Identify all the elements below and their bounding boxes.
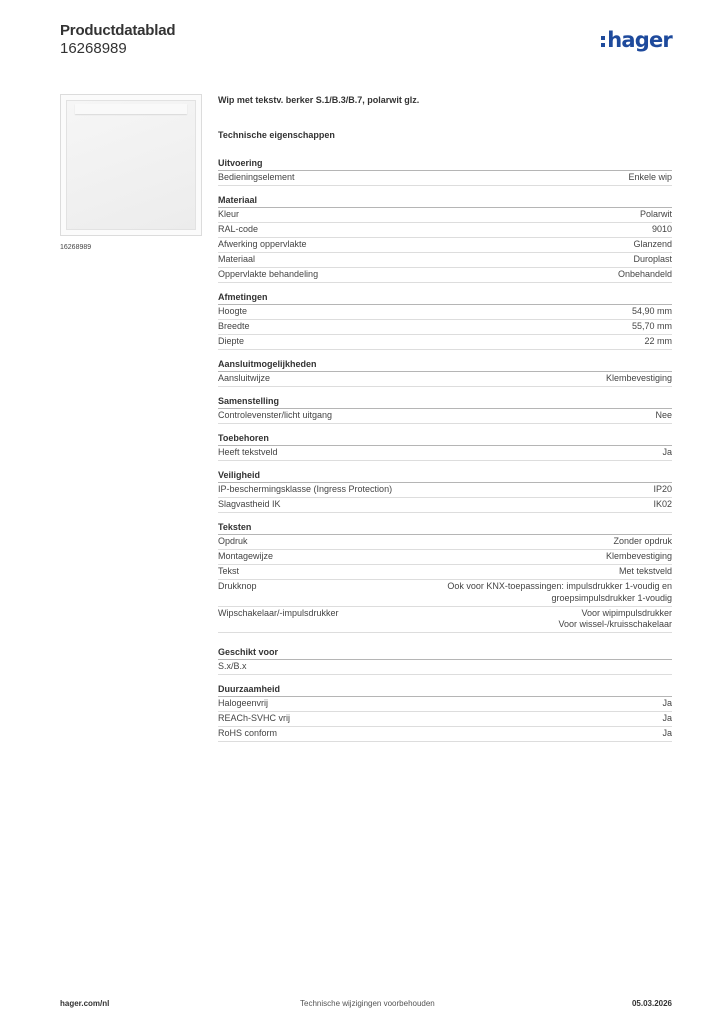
spec-value-line: Voor wipimpulsdrukker <box>581 607 672 618</box>
spec-row <box>218 446 672 461</box>
section-title: Samenstelling <box>218 396 672 409</box>
spec-value-line: Nee <box>655 410 672 420</box>
spec-value-line: IK02 <box>653 499 672 509</box>
section-title: Afmetingen <box>218 292 672 305</box>
spec-label: Afwerking oppervlakte <box>218 239 307 249</box>
spec-row <box>218 535 672 550</box>
section-title: Uitvoering <box>218 158 672 171</box>
spec-value-line: Polarwit <box>639 209 672 219</box>
spec-section <box>218 470 672 513</box>
spec-row <box>218 483 672 498</box>
spec-row <box>218 727 672 742</box>
spec-value-line: Zonder opdruk <box>613 536 672 546</box>
spec-value-line: 22 mm <box>644 336 672 346</box>
spec-label: Wipschakelaar/-impulsdrukker <box>218 607 339 618</box>
spec-label: Aansluitwijze <box>218 373 271 383</box>
spec-value <box>606 551 672 563</box>
spec-value <box>618 269 672 281</box>
spec-value <box>619 566 672 578</box>
spec-value <box>652 224 672 236</box>
spec-label: S.x/B.x <box>218 661 247 671</box>
product-image <box>60 94 202 236</box>
spec-value-line: Met tekstveld <box>618 566 672 576</box>
spec-label: Heeft tekstveld <box>218 447 278 457</box>
spec-value-line: Enkele wip <box>628 172 672 182</box>
spec-row <box>218 580 672 607</box>
spec-row <box>218 697 672 712</box>
spec-value <box>628 172 672 184</box>
spec-value-line: Ja <box>662 698 672 708</box>
spec-label: Materiaal <box>218 254 256 264</box>
spec-label: Montagewijze <box>218 551 274 561</box>
spec-section <box>218 522 672 633</box>
spec-value-line: 54,90 mm <box>631 306 672 316</box>
spec-section <box>218 433 672 461</box>
spec-label: Slagvastheid IK <box>218 499 281 509</box>
image-caption: 16268989 <box>60 244 92 251</box>
spec-value <box>633 254 672 266</box>
product-name: Wip met tekstv. berker S.1/B.3/B.7, polarwit glz. <box>218 95 420 105</box>
spec-row <box>218 320 672 335</box>
spec-value-line: Ook voor KNX-toepassingen: impulsdrukker 1-voudig en <box>447 581 672 591</box>
spec-label: IP-beschermingsklasse (Ingress Protection) <box>218 484 393 494</box>
spec-row <box>218 565 672 580</box>
spec-value <box>632 321 672 333</box>
section-title: Toebehoren <box>218 433 672 446</box>
section-title: Teksten <box>218 522 672 535</box>
document-number: 16268989 <box>60 40 127 57</box>
spec-label: RoHS conform <box>218 728 278 738</box>
spec-value <box>606 373 672 385</box>
spec-label: Tekst <box>218 566 240 576</box>
spec-value-line: 9010 <box>651 224 672 234</box>
spec-label: REACh-SVHC vrij <box>218 713 291 723</box>
tech-properties-heading: Technische eigenschappen <box>218 130 335 140</box>
spec-value-line: Klembevestiging <box>605 373 672 383</box>
footer-disclaimer: Technische wijzigingen voorbehouden <box>300 999 435 1008</box>
spec-value <box>662 713 672 725</box>
spec-value <box>662 728 672 740</box>
spec-label: Controlevenster/licht uitgang <box>218 410 333 420</box>
spec-row <box>218 253 672 268</box>
spec-label: RAL-code <box>218 224 259 234</box>
document-title: Productdatablad <box>60 22 176 39</box>
spec-value <box>633 239 672 251</box>
spec-label: Bedieningselement <box>218 172 295 182</box>
spec-value <box>613 536 672 548</box>
footer-website: hager.com/nl <box>60 999 110 1008</box>
spec-row <box>218 607 672 634</box>
spec-row <box>218 372 672 387</box>
spec-section <box>218 195 672 283</box>
section-title: Duurzaamheid <box>218 684 672 697</box>
spec-label: Halogeenvrij <box>218 698 269 708</box>
spec-section <box>218 158 672 186</box>
spec-value <box>662 698 672 710</box>
spec-row <box>218 268 672 283</box>
spec-label: Drukknop <box>218 581 257 591</box>
spec-section <box>218 647 672 675</box>
logo-dots-icon <box>601 36 605 47</box>
spec-row <box>218 223 672 238</box>
spec-row <box>218 498 672 513</box>
footer-date: 05.03.2026 <box>631 999 672 1008</box>
spec-value-line: Glanzend <box>633 239 672 249</box>
spec-value <box>653 484 672 496</box>
spec-row <box>218 171 672 186</box>
section-title: Aansluitmogelijkheden <box>218 359 672 372</box>
hager-logo <box>601 28 672 52</box>
spec-row <box>218 550 672 565</box>
spec-label: Kleur <box>218 209 240 219</box>
spec-label: Diepte <box>218 336 245 346</box>
section-title: Geschikt voor <box>218 647 672 660</box>
spec-value-line: 55,70 mm <box>631 321 672 331</box>
spec-row <box>218 238 672 253</box>
spec-value <box>640 209 672 221</box>
spec-value <box>662 447 672 459</box>
logo-text: hager <box>607 28 672 52</box>
spec-label: Opdruk <box>218 536 248 546</box>
section-title: Veiligheid <box>218 470 672 483</box>
spec-value <box>632 306 672 318</box>
spec-value <box>644 336 672 348</box>
spec-value-line: Ja <box>662 713 672 723</box>
section-title: Materiaal <box>218 195 672 208</box>
text-field-slot <box>75 104 187 114</box>
spec-section <box>218 292 672 350</box>
spec-label: Oppervlakte behandeling <box>218 269 319 279</box>
spec-sections <box>218 158 672 742</box>
spec-label: Hoogte <box>218 306 248 316</box>
spec-section <box>218 684 672 742</box>
spec-row <box>218 409 672 424</box>
spec-value-line: groepsimpulsdrukker 1-voudig <box>551 592 672 603</box>
spec-value <box>447 581 672 604</box>
page-header <box>60 22 175 58</box>
spec-value-line: Klembevestiging <box>605 551 672 561</box>
spec-row <box>218 712 672 727</box>
spec-value-line: Ja <box>662 447 672 457</box>
spec-label: Breedte <box>218 321 250 331</box>
switch-rocker-image <box>66 100 196 230</box>
spec-value <box>558 608 672 631</box>
spec-row <box>218 208 672 223</box>
spec-row <box>218 660 672 675</box>
spec-value <box>655 410 672 422</box>
spec-value-line: Onbehandeld <box>617 269 672 279</box>
spec-value <box>653 499 672 511</box>
spec-section <box>218 396 672 424</box>
spec-section <box>218 359 672 387</box>
spec-value-line: Ja <box>662 728 672 738</box>
spec-value-line: Voor wissel-/kruisschakelaar <box>558 619 672 629</box>
spec-row <box>218 335 672 350</box>
product-specs <box>218 95 672 751</box>
spec-value-line: Duroplast <box>633 254 672 264</box>
spec-value-line: IP20 <box>653 484 672 494</box>
spec-row <box>218 305 672 320</box>
